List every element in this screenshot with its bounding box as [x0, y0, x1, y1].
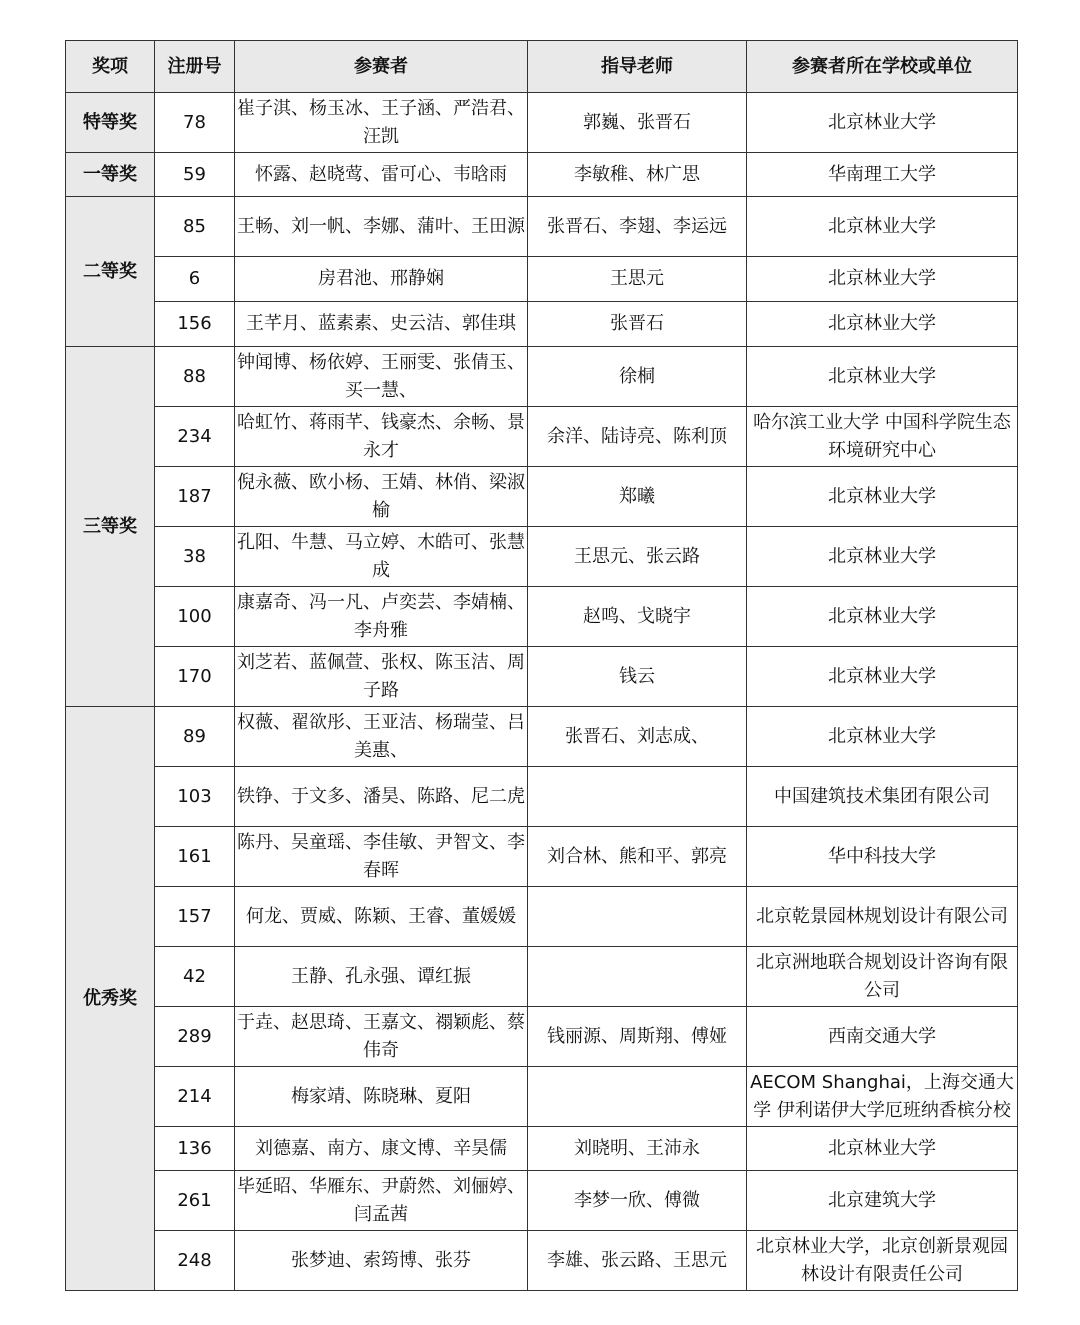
- institution: 北京林业大学: [747, 707, 1018, 767]
- institution: 哈尔滨工业大学 中国科学院生态环境研究中心: [747, 407, 1018, 467]
- award-level: 特等奖: [66, 93, 155, 153]
- reg-no: 234: [155, 407, 235, 467]
- reg-no: 261: [155, 1171, 235, 1231]
- advisors: 王思元、张云路: [528, 527, 747, 587]
- participants: 铁铮、于文多、潘昊、陈路、尼二虎: [235, 767, 528, 827]
- advisors: [528, 947, 747, 1007]
- reg-no: 89: [155, 707, 235, 767]
- institution: 北京林业大学: [747, 197, 1018, 257]
- institution: 北京乾景园林规划设计有限公司: [747, 887, 1018, 947]
- header-row: [66, 41, 1018, 93]
- institution: 北京林业大学，北京创新景观园林设计有限责任公司: [747, 1231, 1018, 1291]
- header-participants: 参赛者: [235, 41, 528, 93]
- participants: 王畅、刘一帆、李娜、蒲叶、王田源: [235, 197, 528, 257]
- reg-no: 85: [155, 197, 235, 257]
- institution: 北京建筑大学: [747, 1171, 1018, 1231]
- advisors: 钱云: [528, 647, 747, 707]
- advisors: 张晋石: [528, 302, 747, 347]
- participants: 刘德嘉、南方、康文博、辛昊儒: [235, 1127, 528, 1171]
- advisors: 赵鸣、戈晓宇: [528, 587, 747, 647]
- participants: 张梦迪、索筠博、张芬: [235, 1231, 528, 1291]
- institution: 西南交通大学: [747, 1007, 1018, 1067]
- advisors: 余洋、陆诗亮、陈利顶: [528, 407, 747, 467]
- reg-no: 187: [155, 467, 235, 527]
- table-row: [66, 302, 1018, 347]
- participants: 毕延昭、华雁东、尹蔚然、刘俪婷、闫孟茜: [235, 1171, 528, 1231]
- participants: 房君池、邢静娴: [235, 257, 528, 302]
- table-row: [66, 153, 1018, 197]
- institution: AECOM Shanghai，上海交通大学 伊利诺伊大学厄班纳香槟分校: [747, 1067, 1018, 1127]
- table-row: [66, 647, 1018, 707]
- award-level: 优秀奖: [66, 707, 155, 1291]
- advisors: 张晋石、刘志成、: [528, 707, 747, 767]
- reg-no: 6: [155, 257, 235, 302]
- table-row: [66, 347, 1018, 407]
- table-row: [66, 1067, 1018, 1127]
- advisors: 徐桐: [528, 347, 747, 407]
- institution: 北京洲地联合规划设计咨询有限公司: [747, 947, 1018, 1007]
- participants: 崔子淇、杨玉冰、王子涵、严浩君、汪凯: [235, 93, 528, 153]
- institution: 北京林业大学: [747, 347, 1018, 407]
- reg-no: 88: [155, 347, 235, 407]
- participants: 于垚、赵思琦、王嘉文、禤颖彪、蔡伟奇: [235, 1007, 528, 1067]
- table-row: [66, 467, 1018, 527]
- reg-no: 214: [155, 1067, 235, 1127]
- advisors: 李梦一欣、傅微: [528, 1171, 747, 1231]
- institution: 北京林业大学: [747, 467, 1018, 527]
- participants: 孔阳、牛慧、马立婷、木皓可、张慧成: [235, 527, 528, 587]
- header-award: 奖项: [66, 41, 155, 93]
- advisors: [528, 887, 747, 947]
- participants: 王静、孔永强、谭红振: [235, 947, 528, 1007]
- institution: 北京林业大学: [747, 302, 1018, 347]
- reg-no: 100: [155, 587, 235, 647]
- table-row: [66, 947, 1018, 1007]
- participants: 王芊月、蓝素素、史云洁、郭佳琪: [235, 302, 528, 347]
- table-row: [66, 587, 1018, 647]
- advisors: 李敏稚、林广思: [528, 153, 747, 197]
- header-institution: 参赛者所在学校或单位: [747, 41, 1018, 93]
- institution: 北京林业大学: [747, 647, 1018, 707]
- participants: 钟闻博、杨依婷、王丽雯、张倩玉、买一慧、: [235, 347, 528, 407]
- advisors: 刘晓明、王沛永: [528, 1127, 747, 1171]
- participants: 哈虹竹、蒋雨芊、钱豪杰、余畅、景永才: [235, 407, 528, 467]
- table-row: [66, 527, 1018, 587]
- award-level: 一等奖: [66, 153, 155, 197]
- table-row: [66, 1171, 1018, 1231]
- awards-table: [65, 40, 1018, 1291]
- institution: 中国建筑技术集团有限公司: [747, 767, 1018, 827]
- institution: 华中科技大学: [747, 827, 1018, 887]
- advisors: 李雄、张云路、王思元: [528, 1231, 747, 1291]
- reg-no: 289: [155, 1007, 235, 1067]
- award-level: 二等奖: [66, 197, 155, 347]
- header-reg-no: 注册号: [155, 41, 235, 93]
- reg-no: 38: [155, 527, 235, 587]
- reg-no: 42: [155, 947, 235, 1007]
- participants: 怀露、赵晓莺、雷可心、韦晗雨: [235, 153, 528, 197]
- reg-no: 78: [155, 93, 235, 153]
- participants: 梅家靖、陈晓琳、夏阳: [235, 1067, 528, 1127]
- participants: 倪永薇、欧小杨、王婧、林俏、梁淑榆: [235, 467, 528, 527]
- header-advisors: 指导老师: [528, 41, 747, 93]
- table-row: [66, 767, 1018, 827]
- participants: 陈丹、吴童瑶、李佳敏、尹智文、李春晖: [235, 827, 528, 887]
- table-row: [66, 887, 1018, 947]
- advisors: [528, 1067, 747, 1127]
- advisors: 刘合林、熊和平、郭亮: [528, 827, 747, 887]
- table-row: [66, 827, 1018, 887]
- advisors: 郭巍、张晋石: [528, 93, 747, 153]
- participants: 刘芝若、蓝佩萱、张权、陈玉洁、周子路: [235, 647, 528, 707]
- advisors: [528, 767, 747, 827]
- advisors: 钱丽源、周斯翔、傅娅: [528, 1007, 747, 1067]
- participants: 何龙、贾威、陈颖、王睿、董媛媛: [235, 887, 528, 947]
- table-row: [66, 1127, 1018, 1171]
- institution: 北京林业大学: [747, 1127, 1018, 1171]
- reg-no: 170: [155, 647, 235, 707]
- table-row: [66, 197, 1018, 257]
- institution: 北京林业大学: [747, 587, 1018, 647]
- institution: 北京林业大学: [747, 527, 1018, 587]
- reg-no: 156: [155, 302, 235, 347]
- reg-no: 136: [155, 1127, 235, 1171]
- reg-no: 59: [155, 153, 235, 197]
- institution: 北京林业大学: [747, 257, 1018, 302]
- table-row: [66, 707, 1018, 767]
- advisors: 郑曦: [528, 467, 747, 527]
- reg-no: 157: [155, 887, 235, 947]
- participants: 康嘉奇、冯一凡、卢奕芸、李婧楠、李舟雅: [235, 587, 528, 647]
- table-row: [66, 407, 1018, 467]
- table-row: [66, 1231, 1018, 1291]
- participants: 权薇、翟欲彤、王亚洁、杨瑞莹、吕美惠、: [235, 707, 528, 767]
- award-level: 三等奖: [66, 347, 155, 707]
- table-row: [66, 93, 1018, 153]
- institution: 华南理工大学: [747, 153, 1018, 197]
- institution: 北京林业大学: [747, 93, 1018, 153]
- reg-no: 103: [155, 767, 235, 827]
- table-row: [66, 1007, 1018, 1067]
- advisors: 张晋石、李翅、李运远: [528, 197, 747, 257]
- table-row: [66, 257, 1018, 302]
- reg-no: 161: [155, 827, 235, 887]
- advisors: 王思元: [528, 257, 747, 302]
- reg-no: 248: [155, 1231, 235, 1291]
